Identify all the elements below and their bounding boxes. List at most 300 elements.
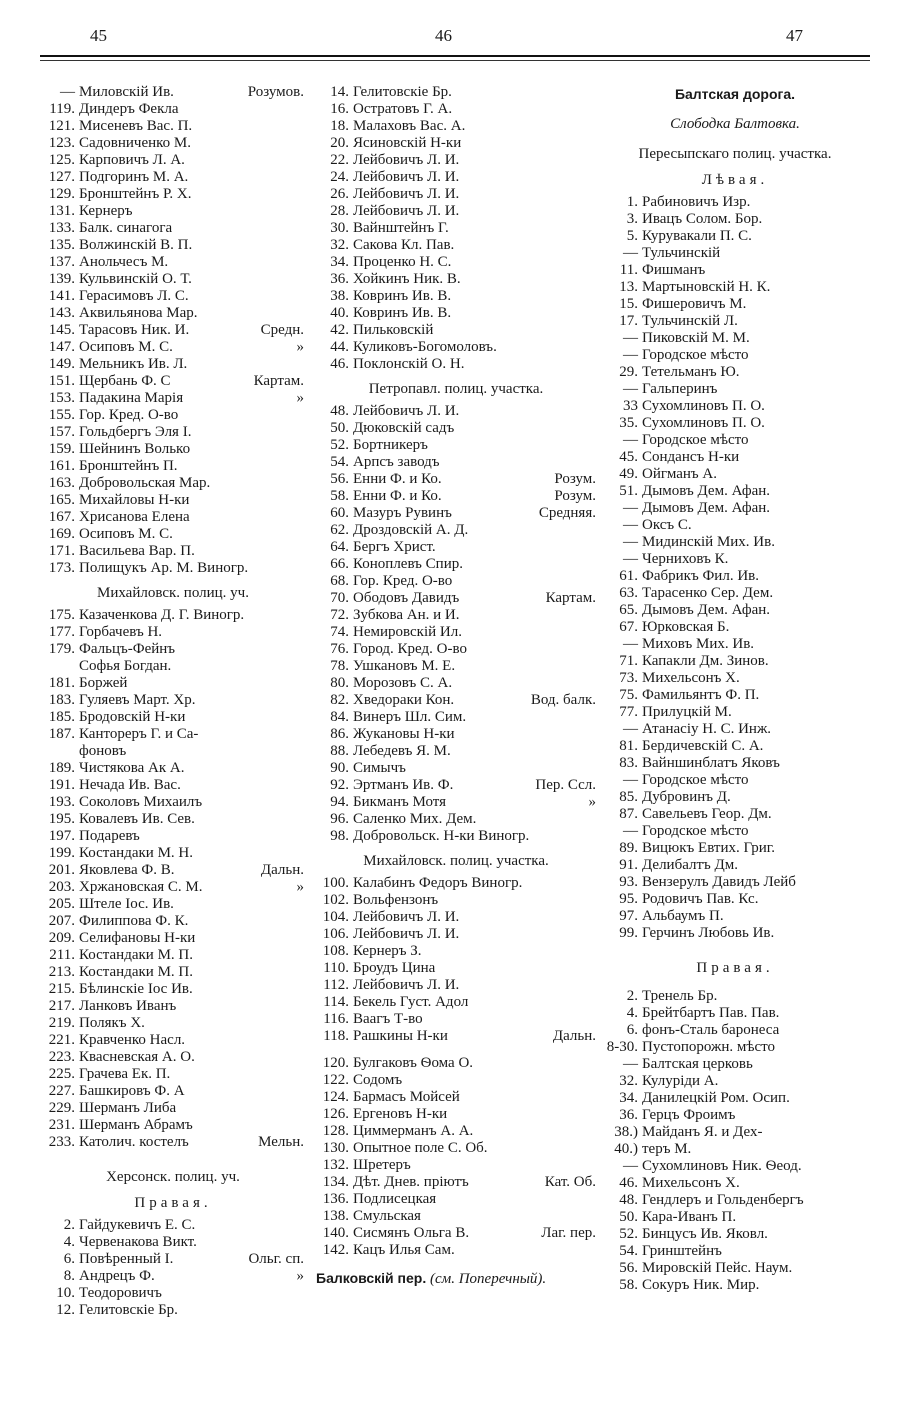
resident-name: Штеле Iос. Ив. bbox=[79, 896, 174, 912]
house-number: 219. bbox=[48, 1015, 75, 1031]
house-number: 135. bbox=[48, 237, 75, 253]
house-number: 60. bbox=[330, 505, 349, 521]
house-number: 87. bbox=[619, 806, 638, 822]
house-number: 5. bbox=[626, 228, 638, 244]
list-item bbox=[316, 709, 596, 726]
resident-name: Казаченкова Д. Г. Виногр. bbox=[79, 607, 245, 623]
house-number: 71. bbox=[619, 653, 638, 669]
house-number: 94. bbox=[330, 794, 349, 810]
resident-name: Вайншинблатъ Яковъ bbox=[642, 755, 780, 771]
list-item bbox=[42, 981, 304, 998]
resident-name: Фабрикъ Фил. Ив. bbox=[642, 568, 759, 584]
list-item bbox=[316, 1174, 596, 1191]
list-item bbox=[600, 483, 870, 500]
list-item bbox=[316, 811, 596, 828]
resident-name: Броудъ Цина bbox=[353, 960, 436, 976]
list-item bbox=[42, 658, 304, 675]
list-item bbox=[316, 960, 596, 977]
resident-name: Симычъ bbox=[353, 760, 406, 776]
house-number: 141. bbox=[48, 288, 75, 304]
house-number: — bbox=[623, 245, 638, 261]
list-item bbox=[42, 1217, 304, 1234]
list-item bbox=[316, 692, 596, 709]
list-item bbox=[600, 1005, 870, 1022]
resident-name: Лейбовичъ Л. И. bbox=[353, 403, 460, 419]
list-item bbox=[42, 271, 304, 288]
house-number: — bbox=[623, 636, 638, 652]
house-number: 215. bbox=[48, 981, 75, 997]
street-ref: Картам. bbox=[253, 373, 304, 389]
street-ref: » bbox=[296, 1268, 304, 1284]
list-item bbox=[42, 152, 304, 169]
list-item bbox=[42, 118, 304, 135]
list-item bbox=[42, 407, 304, 424]
house-number: 130. bbox=[322, 1140, 349, 1156]
house-number: 185. bbox=[48, 709, 75, 725]
list-item bbox=[600, 1260, 870, 1277]
house-number: 124. bbox=[322, 1089, 349, 1105]
resident-name: Гайдукевичъ Е. С. bbox=[79, 1217, 196, 1233]
house-number: 35. bbox=[619, 415, 638, 431]
house-number: 123. bbox=[48, 135, 75, 151]
street-reference bbox=[316, 1269, 596, 1289]
house-number: 65. bbox=[619, 602, 638, 618]
house-number: 120. bbox=[322, 1055, 349, 1071]
resident-name: Балк. синагога bbox=[79, 220, 173, 236]
house-number: 36. bbox=[619, 1107, 638, 1123]
house-number: 61. bbox=[619, 568, 638, 584]
list-item bbox=[42, 1285, 304, 1302]
resident-name: Падакина Марiя bbox=[79, 390, 184, 406]
resident-name: Фишеровичъ М. bbox=[642, 296, 747, 312]
resident-name: Селифановы Н-ки bbox=[79, 930, 196, 946]
list-item bbox=[600, 381, 870, 398]
resident-name: Поклонскiй О. Н. bbox=[353, 356, 465, 372]
list-item bbox=[600, 313, 870, 330]
resident-name: Савельевъ Геор. Дм. bbox=[642, 806, 772, 822]
house-number: 227. bbox=[48, 1083, 75, 1099]
resident-name: Гор. Кред. О-во bbox=[353, 573, 453, 589]
resident-name: Дѣт. Днев. прiютъ bbox=[353, 1174, 469, 1190]
resident-name: Сухомлиновъ П. О. bbox=[642, 415, 765, 431]
resident-name: Сокуръ Ник. Мир. bbox=[642, 1277, 760, 1293]
list-item bbox=[316, 305, 596, 322]
resident-name: Подлисецкая bbox=[353, 1191, 437, 1207]
list-item bbox=[316, 505, 596, 522]
list-item bbox=[42, 543, 304, 560]
house-number: 205. bbox=[48, 896, 75, 912]
list-item bbox=[316, 726, 596, 743]
list-item bbox=[316, 152, 596, 169]
house-number: 48. bbox=[330, 403, 349, 419]
resident-name: Шретеръ bbox=[353, 1157, 411, 1173]
resident-name: Бармасъ Мойсей bbox=[353, 1089, 460, 1105]
house-number: 121. bbox=[48, 118, 75, 134]
district-heading: Пересыпскаго полиц. участка. bbox=[638, 146, 832, 162]
list-item bbox=[42, 1015, 304, 1032]
list-item bbox=[42, 930, 304, 947]
house-number: 85. bbox=[619, 789, 638, 805]
resident-name: Теодоровичъ bbox=[79, 1285, 162, 1301]
resident-name: Ковринъ Ив. В. bbox=[353, 288, 452, 304]
list-item bbox=[42, 526, 304, 543]
house-number: 4. bbox=[626, 1005, 638, 1021]
list-item bbox=[600, 194, 870, 211]
list-item bbox=[600, 1056, 870, 1073]
resident-name: Черниховъ К. bbox=[642, 551, 729, 567]
list-item bbox=[600, 1226, 870, 1243]
col3-entries-b bbox=[600, 988, 870, 1294]
list-item bbox=[316, 1140, 596, 1157]
list-item bbox=[316, 220, 596, 237]
resident-name: Содомъ bbox=[353, 1072, 403, 1088]
house-number: 126. bbox=[322, 1106, 349, 1122]
list-item bbox=[316, 943, 596, 960]
resident-name: Лейбовичъ Л. И. bbox=[353, 169, 460, 185]
resident-name: Яковлева Ф. В. bbox=[79, 862, 175, 878]
list-item bbox=[42, 1032, 304, 1049]
house-number: 187. bbox=[48, 726, 75, 742]
list-item bbox=[42, 424, 304, 441]
house-number: — bbox=[60, 84, 75, 100]
resident-name: Городское мѣсто bbox=[642, 772, 749, 788]
resident-name: Бронштейнъ П. bbox=[79, 458, 178, 474]
resident-name: Мисеневъ Вас. П. bbox=[79, 118, 193, 134]
resident-name: Ушкановъ М. Е. bbox=[353, 658, 456, 674]
house-number: 14. bbox=[330, 84, 349, 100]
list-item bbox=[316, 556, 596, 573]
resident-name: Мировскiй Пейс. Наум. bbox=[642, 1260, 793, 1276]
list-item bbox=[600, 636, 870, 653]
resident-name: Анольчесъ М. bbox=[79, 254, 169, 270]
list-item bbox=[600, 687, 870, 704]
house-number: 34. bbox=[330, 254, 349, 270]
resident-name: Гор. Кред. О-во bbox=[79, 407, 179, 423]
list-item bbox=[600, 1243, 870, 1260]
list-item bbox=[42, 777, 304, 794]
resident-name: Герцъ Фроимъ bbox=[642, 1107, 736, 1123]
resident-name: Рабиновичъ Изр. bbox=[642, 194, 751, 210]
resident-name: Чистякова Ак А. bbox=[79, 760, 185, 776]
house-number: 98. bbox=[330, 828, 349, 844]
list-item bbox=[600, 925, 870, 942]
resident-name: Миловскiй Ив. bbox=[79, 84, 174, 100]
resident-name: Михельсонъ Х. bbox=[642, 1175, 740, 1191]
house-number: — bbox=[623, 1158, 638, 1174]
resident-name: Вольфензонъ bbox=[353, 892, 439, 908]
house-number: 108. bbox=[322, 943, 349, 959]
resident-name: Андрецъ Ф. bbox=[79, 1268, 155, 1284]
house-number: 91. bbox=[619, 857, 638, 873]
list-item bbox=[600, 840, 870, 857]
house-number: 159. bbox=[48, 441, 75, 457]
list-item bbox=[42, 1066, 304, 1083]
list-item bbox=[42, 709, 304, 726]
resident-name: Вайнштейнъ Г. bbox=[353, 220, 449, 236]
house-number: 8-30. bbox=[606, 1039, 638, 1055]
list-item bbox=[600, 1175, 870, 1192]
resident-name: Шейнинъ Волько bbox=[79, 441, 191, 457]
house-number: 95. bbox=[619, 891, 638, 907]
house-number: 26. bbox=[330, 186, 349, 202]
resident-name: Лейбовичъ Л. И. bbox=[353, 926, 460, 942]
section-heading: Херсонск. полиц. уч. bbox=[106, 1169, 240, 1185]
resident-name: Альбаумъ П. bbox=[642, 908, 724, 924]
list-item bbox=[42, 101, 304, 118]
list-item bbox=[316, 356, 596, 373]
resident-name: Мартыновскiй Н. К. bbox=[642, 279, 771, 295]
house-number: 213. bbox=[48, 964, 75, 980]
house-number: 16. bbox=[330, 101, 349, 117]
list-item bbox=[42, 760, 304, 777]
house-number: 221. bbox=[48, 1032, 75, 1048]
resident-name: Брейтбартъ Пав. Пав. bbox=[642, 1005, 780, 1021]
resident-name: Бродовскiй Н-ки bbox=[79, 709, 186, 725]
house-number: 66. bbox=[330, 556, 349, 572]
house-number: 149. bbox=[48, 356, 75, 372]
list-item bbox=[600, 517, 870, 534]
resident-name: Сакова Кл. Пав. bbox=[353, 237, 455, 253]
resident-name: Гуляевъ Март. Хр. bbox=[79, 692, 196, 708]
list-item bbox=[316, 118, 596, 135]
house-number: 99. bbox=[619, 925, 638, 941]
list-item bbox=[600, 330, 870, 347]
resident-name: Гендлеръ и Гольденбергъ bbox=[642, 1192, 804, 1208]
col1-entries-b bbox=[42, 607, 304, 1151]
list-item bbox=[42, 1234, 304, 1251]
list-item bbox=[316, 1208, 596, 1225]
house-number: 112. bbox=[323, 977, 349, 993]
list-item bbox=[316, 794, 596, 811]
resident-name: Лейбовичъ Л. И. bbox=[353, 909, 460, 925]
list-item bbox=[316, 254, 596, 271]
list-item bbox=[42, 913, 304, 930]
list-item bbox=[316, 875, 596, 892]
resident-name: Делибалтъ Дм. bbox=[642, 857, 739, 873]
resident-name: Енни Ф. и Ко. bbox=[353, 471, 442, 487]
resident-name: Хржановская С. М. bbox=[79, 879, 203, 895]
list-item bbox=[42, 794, 304, 811]
page-number-center: 46 bbox=[435, 26, 452, 45]
list-item bbox=[600, 534, 870, 551]
street-reference-note: (см. Поперечный). bbox=[430, 1271, 547, 1287]
house-number: — bbox=[623, 500, 638, 516]
side-heading: Правая. bbox=[134, 1195, 212, 1211]
resident-name: Арпсъ заводъ bbox=[353, 454, 440, 470]
house-number: 54. bbox=[330, 454, 349, 470]
list-item bbox=[316, 186, 596, 203]
resident-name: Дроздовскiй А. Д. bbox=[353, 522, 469, 538]
list-item bbox=[600, 551, 870, 568]
list-item bbox=[42, 607, 304, 624]
house-number: 199. bbox=[48, 845, 75, 861]
resident-name: Садовниченко М. bbox=[79, 135, 192, 151]
house-number: 223. bbox=[48, 1049, 75, 1065]
list-item bbox=[600, 823, 870, 840]
list-item bbox=[316, 658, 596, 675]
resident-name: Мазуръ Рувинъ bbox=[353, 505, 452, 521]
list-item bbox=[600, 245, 870, 262]
house-number: 42. bbox=[330, 322, 349, 338]
resident-name: Бекель Густ. Адол bbox=[353, 994, 469, 1010]
house-number: 155. bbox=[48, 407, 75, 423]
street-reference-name: Балковскiй пер. bbox=[316, 1270, 427, 1286]
house-number: 116. bbox=[323, 1011, 349, 1027]
house-number: 153. bbox=[48, 390, 75, 406]
list-item bbox=[42, 964, 304, 981]
house-number: 231. bbox=[48, 1117, 75, 1133]
resident-name: Лейбовичъ Л. И. bbox=[353, 152, 460, 168]
house-number: — bbox=[623, 1056, 638, 1072]
resident-name: Осиповъ М. С. bbox=[79, 339, 173, 355]
list-item bbox=[42, 1083, 304, 1100]
list-item bbox=[600, 347, 870, 364]
list-item bbox=[42, 692, 304, 709]
resident-name: Майданъ Я. и Дех- bbox=[642, 1124, 763, 1140]
list-item bbox=[42, 186, 304, 203]
street-ref: Дальн. bbox=[260, 862, 304, 878]
resident-name: Лейбовичъ Л. И. bbox=[353, 977, 460, 993]
street-ref: » bbox=[296, 339, 304, 355]
list-item bbox=[600, 1039, 870, 1056]
house-number: — bbox=[623, 551, 638, 567]
house-number: 92. bbox=[330, 777, 349, 793]
list-item bbox=[316, 339, 596, 356]
resident-name: Костандаки М. Н. bbox=[79, 845, 193, 861]
resident-name: теръ М. bbox=[642, 1141, 692, 1157]
house-number: 173. bbox=[48, 560, 75, 576]
house-number: 3. bbox=[626, 211, 638, 227]
resident-name: Мельникъ Ив. Л. bbox=[79, 356, 188, 372]
list-item bbox=[600, 755, 870, 772]
list-item bbox=[316, 488, 596, 505]
list-item bbox=[316, 892, 596, 909]
house-number: 15. bbox=[619, 296, 638, 312]
resident-name: Пиковскiй М. М. bbox=[642, 330, 750, 346]
house-number: 18. bbox=[330, 118, 349, 134]
page-header bbox=[40, 22, 870, 52]
house-number: 229. bbox=[48, 1100, 75, 1116]
house-number: 119. bbox=[49, 101, 75, 117]
resident-name: Лебедевъ Я. М. bbox=[353, 743, 451, 759]
house-number: 133. bbox=[48, 220, 75, 236]
house-number: 44. bbox=[330, 339, 349, 355]
resident-name: Калабинъ Федоръ Виногр. bbox=[353, 875, 523, 891]
house-number: 209. bbox=[48, 930, 75, 946]
list-item bbox=[42, 947, 304, 964]
house-number: 189. bbox=[48, 760, 75, 776]
house-number: 134. bbox=[322, 1174, 349, 1190]
list-item bbox=[600, 568, 870, 585]
resident-name: Кара-Иванъ П. bbox=[642, 1209, 737, 1225]
resident-name: Смульская bbox=[353, 1208, 421, 1224]
resident-name: Винеръ Шл. Сим. bbox=[353, 709, 467, 725]
house-number: 68. bbox=[330, 573, 349, 589]
house-number: 106. bbox=[322, 926, 349, 942]
list-item bbox=[600, 1124, 870, 1141]
street-subtitle: Слободка Балтовка. bbox=[670, 116, 800, 132]
list-item bbox=[316, 760, 596, 777]
list-item bbox=[42, 862, 304, 879]
house-number: — bbox=[623, 432, 638, 448]
resident-name: Кулурiди А. bbox=[642, 1073, 719, 1089]
list-item bbox=[42, 1049, 304, 1066]
side-heading-left: Лѣвая. bbox=[701, 172, 769, 188]
resident-name: Саленко Мих. Дем. bbox=[353, 811, 477, 827]
list-item bbox=[42, 1134, 304, 1151]
list-item bbox=[316, 203, 596, 220]
resident-name: Софья Богдан. bbox=[79, 658, 172, 674]
list-item bbox=[316, 1106, 596, 1123]
house-number: 97. bbox=[619, 908, 638, 924]
house-number: — bbox=[623, 347, 638, 363]
house-number: 58. bbox=[330, 488, 349, 504]
house-number: 125. bbox=[48, 152, 75, 168]
list-item bbox=[600, 988, 870, 1005]
list-item bbox=[600, 466, 870, 483]
resident-name: Костандаки М. П. bbox=[79, 964, 193, 980]
street-ref: » bbox=[296, 390, 304, 406]
house-number: 17. bbox=[619, 313, 638, 329]
resident-name: Лейбовичъ Л. И. bbox=[353, 203, 460, 219]
resident-name: Немировскiй Ил. bbox=[353, 624, 462, 640]
house-number: 73. bbox=[619, 670, 638, 686]
list-item bbox=[316, 1191, 596, 1208]
list-item bbox=[42, 169, 304, 186]
resident-name: Боржей bbox=[79, 675, 128, 691]
list-item bbox=[316, 271, 596, 288]
list-item bbox=[600, 1090, 870, 1107]
list-item bbox=[42, 1100, 304, 1117]
resident-name: Тульчинскiй Л. bbox=[642, 313, 738, 329]
house-number: 63. bbox=[619, 585, 638, 601]
list-item bbox=[600, 296, 870, 313]
house-number: 175. bbox=[48, 607, 75, 623]
house-number: 20. bbox=[330, 135, 349, 151]
house-number: 137. bbox=[48, 254, 75, 270]
resident-name: Пустопорожн. мѣсто bbox=[642, 1039, 776, 1055]
resident-name: Нечада Ив. Вас. bbox=[79, 777, 181, 793]
house-number: 139. bbox=[48, 271, 75, 287]
list-item bbox=[316, 420, 596, 437]
house-number: 191. bbox=[48, 777, 75, 793]
list-item bbox=[42, 896, 304, 913]
resident-name: Родовичъ Пав. Кс. bbox=[642, 891, 759, 907]
resident-name: фонъ-Сталь баронеса bbox=[642, 1022, 780, 1038]
street-ref: Розумов. bbox=[247, 84, 304, 100]
list-item bbox=[316, 84, 596, 101]
resident-name: Тарасенко Сер. Дем. bbox=[642, 585, 774, 601]
list-item bbox=[316, 1242, 596, 1259]
house-number: 78. bbox=[330, 658, 349, 674]
resident-name: Лейбовичъ Л. И. bbox=[353, 186, 460, 202]
list-item bbox=[316, 641, 596, 658]
house-number: 86. bbox=[330, 726, 349, 742]
resident-name: Кульвинскiй О. Т. bbox=[79, 271, 192, 287]
resident-name: Диндеръ Фекла bbox=[79, 101, 179, 117]
header-rule-thick bbox=[40, 55, 870, 57]
resident-name: Гальперинъ bbox=[642, 381, 718, 397]
resident-name: Фамильянтъ Ф. П. bbox=[642, 687, 760, 703]
column-2 bbox=[316, 84, 596, 1289]
resident-name: Кравченко Насл. bbox=[79, 1032, 186, 1048]
list-item bbox=[42, 356, 304, 373]
resident-name: Фишманъ bbox=[642, 262, 706, 278]
list-item bbox=[316, 977, 596, 994]
house-number: 24. bbox=[330, 169, 349, 185]
house-number: 2. bbox=[626, 988, 638, 1004]
list-item bbox=[42, 1117, 304, 1134]
